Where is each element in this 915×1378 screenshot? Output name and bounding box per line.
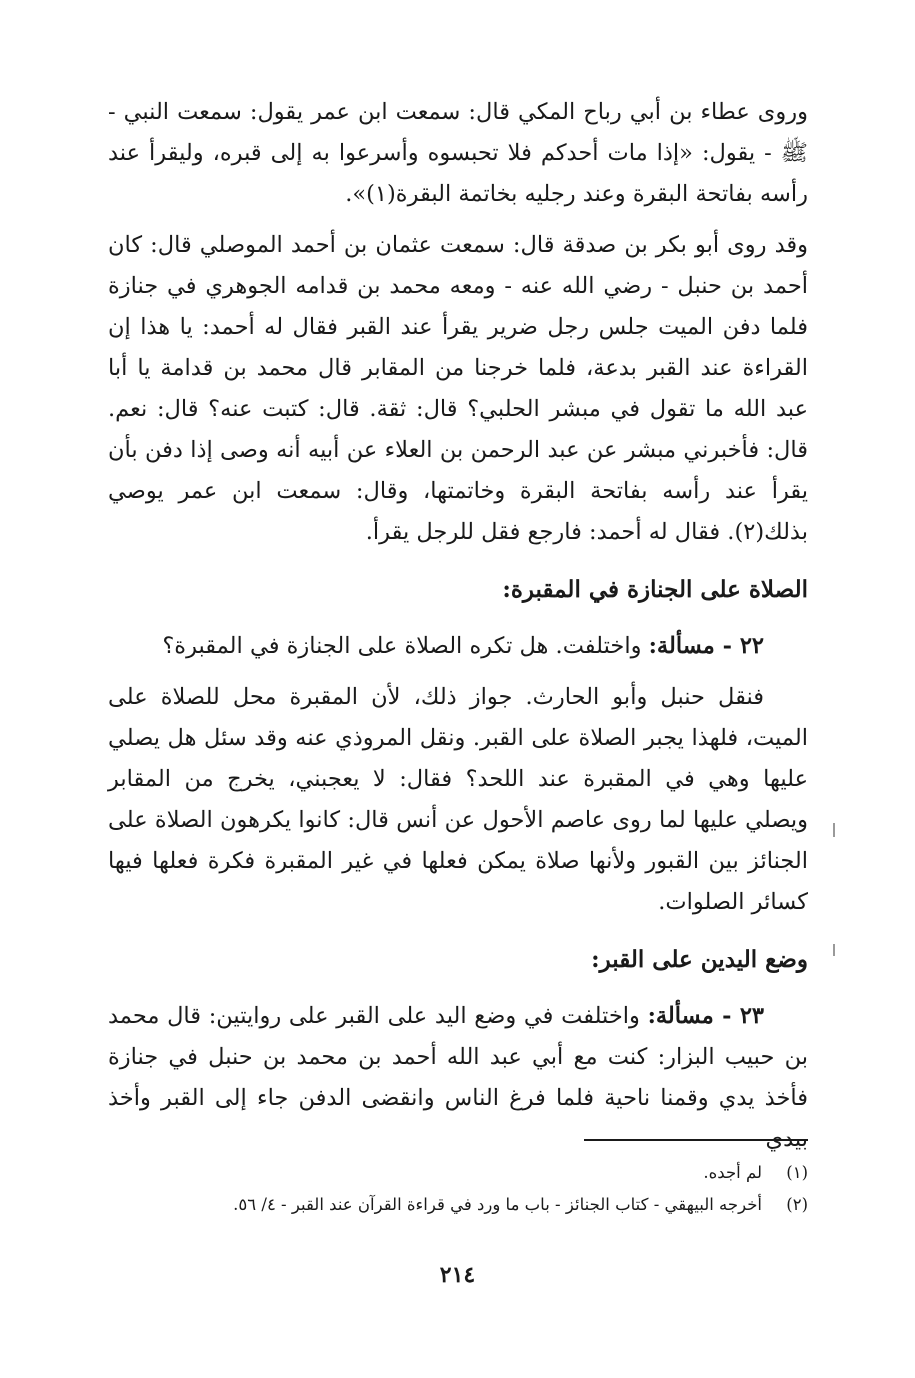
section-heading-hands-on-grave: وضع اليدين على القبر:	[591, 946, 808, 973]
paragraph-hanbal-narration: فنقل حنبل وأبو الحارث. جواز ذلك، لأن المقبرة محل للصلاة على الميت، فلهذا يجبر الصلاة على القبر. ونقل المروذي عنه وقد سئل هل يصلي عليها وهي في المقبرة عند اللحد؟ فقال: لا يعجبني، يخرج من المقابر ويصلي عليها لما روى عاصم الأحول عن أنس قال: كانوا يكرهون الصلاة على الجنائز بين القبور ولأنها صلاة يمكن فعلها في غير المقبرة فكرة فعلها فيها كسائر الصلوات.	[108, 684, 808, 915]
paragraph-ata-narration: وروى عطاء بن أبي رباح المكي قال: سمعت ابن عمر يقول: سمعت النبي - ﷺ - يقول: «إذا مات أحدكم فلا تحبسوه وأسرعوا به إلى قبره، وليقرأ عند رأسه بفاتحة البقرة وعند رجليه بخاتمة البقرة(١)».	[108, 99, 808, 207]
footnote-2-text: أخرجه البيهقي - كتاب الجنائز - باب ما ورد في قراءة القرآن عند القبر - ٤/ ٥٦.	[233, 1195, 762, 1214]
margin-scan-mark	[833, 944, 835, 956]
page-body	[108, 92, 808, 1160]
issue-22-question: واختلفت. هل تكره الصلاة على الجنازة في المقبرة؟	[162, 633, 642, 659]
footnote-1-text: لم أجده.	[703, 1163, 762, 1182]
footnote-1-number: (١)	[786, 1163, 808, 1182]
issue-23	[108, 996, 808, 1160]
issue-23-text: واختلفت في وضع اليد على القبر على روايتين: قال محمد بن حبيب البزار: كنت مع أبي عبد الله أحمد بن محمد بن حنبل في جنازة فأخذ يدي وقمنا ناحية فلما فرغ الناس وانقضى الدفن جاء إلى القبر وأخذ بيدي	[108, 1003, 808, 1152]
footnote-2-number: (٢)	[786, 1195, 808, 1214]
page-number: ٢١٤	[439, 1262, 476, 1288]
footnote-separator	[584, 1139, 808, 1141]
paragraph-abu-bakr-narration: وقد روى أبو بكر بن صدقة قال: سمعت عثمان بن أحمد الموصلي قال: كان أحمد بن حنبل - رضي الله عنه - ومعه محمد بن قدامه الجوهري في جنازة فلما دفن الميت جلس رجل ضرير يقرأ عند القبر فقال له أحمد: يا هذا إن القراءة عند القبر بدعة، فلما خرجنا من المقابر قال محمد بن قدامة يا أبا عبد الله ما تقول في مبشر الحلبي؟ قال: ثقة. قال: كتبت عنه؟ قال: نعم. قال: فأخبرني مبشر عن عبد الرحمن بن العلاء عن أبيه أنه وصى إذا دفن بأن يقرأ عند رأسه بفاتحة البقرة وخاتمتها، وقال: سمعت ابن عمر يوصي بذلك(٢). فقال له أحمد: فارجع فقل للرجل يقرأ.	[108, 232, 808, 545]
issue-22-number: ٢٢ - مسألة:	[648, 633, 764, 659]
footnotes	[108, 1157, 808, 1221]
margin-scan-mark	[833, 823, 835, 837]
section-heading-prayer-in-cemetery: الصلاة على الجنازة في المقبرة:	[502, 576, 808, 603]
footnote-1	[108, 1157, 808, 1189]
footnote-2	[108, 1189, 808, 1221]
issue-23-number: ٢٣ - مسألة:	[647, 1003, 765, 1029]
issue-22	[108, 626, 808, 667]
